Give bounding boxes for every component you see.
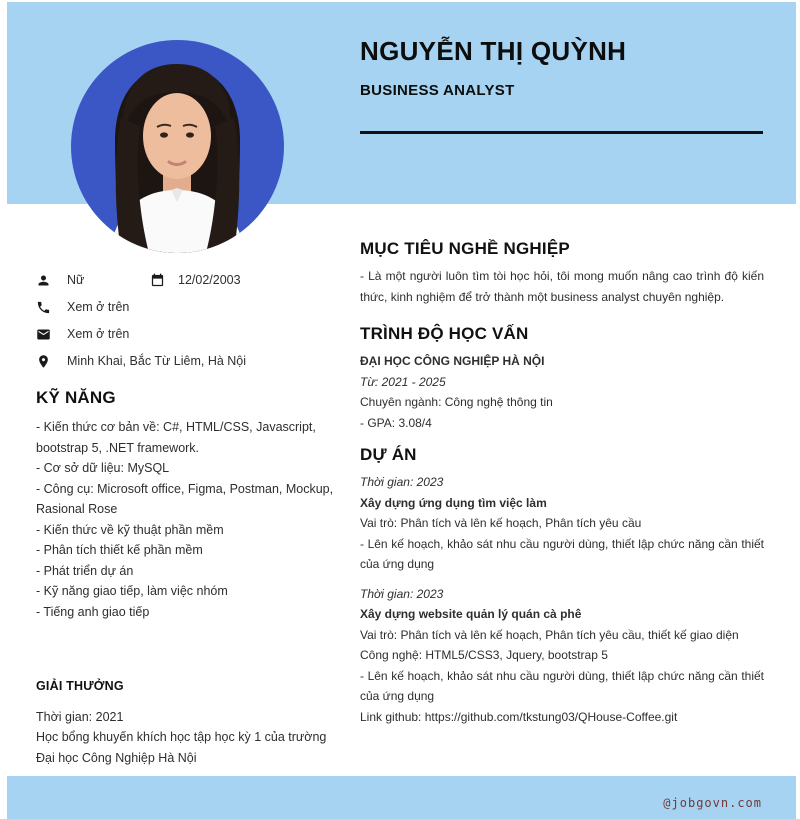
profile-photo xyxy=(71,40,284,253)
header-identity xyxy=(360,36,770,99)
projects-section xyxy=(360,444,764,736)
education-school: ĐẠI HỌC CÔNG NGHIỆP HÀ NỘI xyxy=(360,354,545,368)
contact-row-address xyxy=(36,353,348,369)
person-icon xyxy=(36,273,51,288)
awards-section xyxy=(36,676,339,768)
projects-heading: DỰ ÁN xyxy=(360,445,417,464)
project-name: Xây dựng ứng dụng tìm việc làm xyxy=(360,495,547,510)
skill-item: - Kỹ năng giao tiếp, làm việc nhóm xyxy=(36,584,228,598)
education-heading: TRÌNH ĐỘ HỌC VẤN xyxy=(360,324,529,343)
education-major: Chuyên ngành: Công nghệ thông tin xyxy=(360,395,553,409)
contact-row-email xyxy=(36,326,348,342)
phone-icon xyxy=(36,300,51,315)
education-section xyxy=(360,323,764,433)
project-item xyxy=(360,584,764,728)
contact-info xyxy=(36,272,348,380)
phone-value: Xem ở trên xyxy=(67,300,130,314)
gender-value: Nữ xyxy=(67,273,85,287)
objective-heading: MỤC TIÊU NGHỀ NGHIỆP xyxy=(360,239,570,258)
header-divider xyxy=(360,131,763,134)
project-tech: Công nghệ: HTML5/CSS3, Jquery, bootstrap 5 xyxy=(360,648,608,662)
skill-item: - Cơ sở dữ liệu: MySQL xyxy=(36,461,170,475)
location-pin-icon xyxy=(36,354,51,369)
project-description: - Lên kế hoạch, khảo sát nhu cầu người dùng, thiết lập chức năng cần thiết của ứng dụng xyxy=(360,536,764,571)
contact-row-gender-dob xyxy=(36,272,348,288)
job-title: BUSINESS ANALYST xyxy=(360,82,515,99)
project-item xyxy=(360,472,764,575)
education-gpa: - GPA: 3.08/4 xyxy=(360,415,432,430)
project-name: Xây dựng website quản lý quán cà phê xyxy=(360,607,582,621)
project-time: Thời gian: 2023 xyxy=(360,586,444,601)
skills-section xyxy=(36,387,339,622)
project-role: Vai trò: Phân tích và lên kế hoạch, Phân tích yêu cầu, thiết kế giao diện xyxy=(360,627,739,642)
skill-item: - Kiến thức về kỹ thuật phần mềm xyxy=(36,522,224,537)
email-icon xyxy=(36,327,51,342)
dob-value: 12/02/2003 xyxy=(178,273,241,287)
contact-row-phone xyxy=(36,299,348,315)
email-value: Xem ở trên xyxy=(67,327,130,341)
skill-item: - Kiến thức cơ bản về: C#, HTML/CSS, Javascript, bootstrap 5, .NET framework. xyxy=(36,420,316,455)
project-description: - Lên kế hoạch, khảo sát nhu cầu người dùng, thiết lập chức năng cần thiết của ứng dụng xyxy=(360,668,764,703)
calendar-icon xyxy=(150,273,165,288)
objective-text: - Là một người luôn tìm tòi học hỏi, tôi mong muốn nâng cao trình độ kiến thức, kinh nghiệm để trở thành một business analyst chuyên nghiệp. xyxy=(360,269,764,304)
project-role: Vai trò: Phân tích và lên kế hoạch, Phân tích yêu cầu xyxy=(360,516,642,530)
project-github-link: Link github: https://github.com/tkstung03/QHouse-Coffee.git xyxy=(360,709,678,724)
address-value: Minh Khai, Bắc Từ Liêm, Hà Nội xyxy=(67,354,247,368)
skill-item: - Tiếng anh giao tiếp xyxy=(36,604,150,619)
skill-item: - Công cụ: Microsoft office, Figma, Postman, Mockup, Rasional Rose xyxy=(36,481,334,516)
objective-section xyxy=(360,238,764,307)
education-time: Từ: 2021 - 2025 xyxy=(360,374,446,389)
award-description: Học bổng khuyến khích học tập học kỳ 1 của trường Đại học Công Nghiệp Hà Nội xyxy=(36,730,327,765)
awards-heading: GIẢI THƯỞNG xyxy=(36,679,124,693)
watermark-text: @jobgovn.com xyxy=(663,796,762,810)
award-time: Thời gian: 2021 xyxy=(36,709,124,724)
project-time: Thời gian: 2023 xyxy=(360,475,444,489)
skill-item: - Phát triển dự án xyxy=(36,563,134,578)
candidate-name: NGUYỄN THỊ QUỲNH xyxy=(360,36,627,66)
skills-heading: KỸ NĂNG xyxy=(36,388,116,407)
skill-item: - Phân tích thiết kế phần mềm xyxy=(36,543,203,557)
